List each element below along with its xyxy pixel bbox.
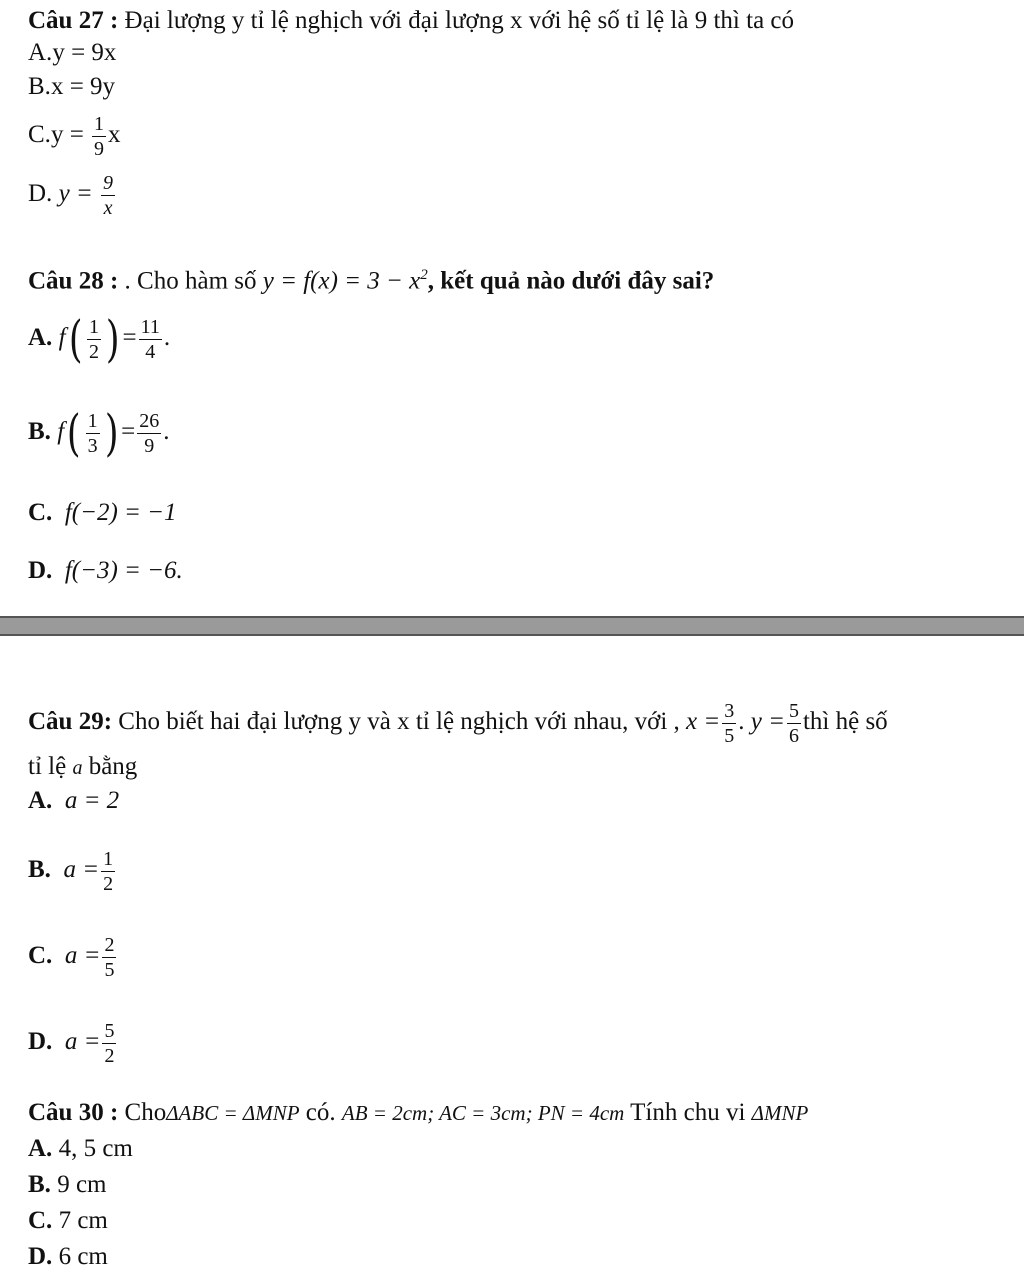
question-30-option-c[interactable] xyxy=(28,1206,108,1236)
question-27-text: Đại lượng y tỉ lệ nghịch với đại lượng x với hệ số tỉ lệ là 9 thì ta có xyxy=(124,7,795,34)
option-label: A. xyxy=(28,39,53,66)
option-text: y = 9x xyxy=(52,39,117,66)
option-text: a = 2 xyxy=(64,787,120,814)
option-text: y = xyxy=(50,121,84,148)
fraction xyxy=(787,701,801,747)
option-text: a = xyxy=(64,1028,101,1055)
option-label: D. xyxy=(28,180,53,207)
fraction xyxy=(87,317,101,363)
question-30-option-b[interactable] xyxy=(28,1170,106,1200)
question-28-option-b[interactable]: B. f( $\frac{1}{3}$ ) = $\frac{26}{9}$ . xyxy=(28,404,170,463)
fraction xyxy=(101,849,115,895)
question-28-option-d[interactable] xyxy=(28,556,183,586)
option-text: f(−3) = −6. xyxy=(64,557,183,584)
option-label: B. xyxy=(28,1171,51,1198)
option-label: D. xyxy=(28,557,53,584)
page-separator xyxy=(0,616,1024,636)
question-27-option-d[interactable] xyxy=(28,166,117,222)
numerator: 3 xyxy=(724,699,735,722)
question-29-text: bằng xyxy=(88,753,138,780)
question-27-label: Câu 27 : xyxy=(28,7,119,34)
question-30-text: có. xyxy=(305,1099,336,1126)
question-27-option-c[interactable] xyxy=(28,110,121,160)
numerator: 1 xyxy=(94,112,105,135)
option-text: x = 9y xyxy=(50,73,116,100)
fraction xyxy=(102,1021,116,1067)
denominator: 5 xyxy=(104,959,115,982)
target-triangle: ΔMNP xyxy=(751,1101,809,1125)
option-label: C. xyxy=(28,942,53,969)
denominator: 9 xyxy=(94,138,105,161)
fraction xyxy=(722,701,736,747)
numerator: 5 xyxy=(788,699,799,722)
numerator: 1 xyxy=(87,409,98,432)
fraction xyxy=(139,317,162,363)
y-value-label: y = xyxy=(750,708,785,735)
question-27-stem xyxy=(28,6,794,36)
numerator: 1 xyxy=(103,847,114,870)
denominator: 2 xyxy=(103,873,114,896)
option-label: B. xyxy=(28,856,51,883)
numerator: 5 xyxy=(104,1019,115,1042)
question-29-stem: Câu 29: Cho biết hai đại lượng y và x tỉ lệ nghịch với nhau, với , x = $\frac{3}{5}$ . y = $\frac{5}{6}$ thì hệ số xyxy=(28,699,888,748)
question-29-text: Cho biết hai đại lượng y và x tỉ lệ nghịch với nhau, với , xyxy=(118,708,680,735)
denominator: x xyxy=(103,197,113,220)
denominator: 3 xyxy=(87,435,98,458)
question-29-option-b[interactable] xyxy=(28,840,117,900)
question-28-label: Câu 28 : xyxy=(28,267,119,295)
numerator: 11 xyxy=(140,315,160,338)
question-28-option-a[interactable]: A. f( $\frac{1}{2}$ ) = $\frac{11}{4}$ . xyxy=(28,310,171,369)
variable: a xyxy=(72,757,83,779)
option-text: x xyxy=(108,121,121,148)
question-29-stem-line2 xyxy=(28,752,137,783)
fraction xyxy=(102,935,116,981)
option-text: a = xyxy=(63,856,100,883)
option-label: A. xyxy=(28,1135,53,1162)
option-text: 9 cm xyxy=(57,1171,107,1198)
question-29-text: tỉ lệ xyxy=(28,753,67,780)
option-label: A. xyxy=(28,324,53,351)
question-29-text-end: thì hệ số xyxy=(802,708,888,735)
option-label: D. xyxy=(28,1243,53,1270)
congruence-formula: ΔABC = ΔMNP xyxy=(166,1101,300,1125)
question-28-option-c[interactable] xyxy=(28,498,177,528)
question-30-text: Cho xyxy=(124,1099,167,1126)
question-28-text-end: , kết quả nào dưới đây sai? xyxy=(427,267,715,295)
question-29-label: Câu 29: xyxy=(28,708,113,735)
option-text: a = xyxy=(64,942,101,969)
fraction xyxy=(101,173,115,219)
option-label: C. xyxy=(28,121,51,148)
denominator: 4 xyxy=(145,341,156,364)
question-28-text: . Cho hàm số xyxy=(124,267,257,295)
numerator: 9 xyxy=(103,171,114,194)
question-28-stem xyxy=(28,260,714,296)
question-29-option-c[interactable] xyxy=(28,926,118,986)
question-29-option-d[interactable] xyxy=(28,1012,118,1072)
fraction xyxy=(86,411,100,457)
option-text: 7 cm xyxy=(58,1207,108,1234)
option-text: f(−2) = −1 xyxy=(64,499,177,526)
x-value-label: x = xyxy=(686,708,721,735)
option-label: C. xyxy=(28,1207,53,1234)
option-label: C. xyxy=(28,499,53,526)
fraction xyxy=(137,411,161,457)
question-27-option-a[interactable] xyxy=(28,38,116,68)
option-label: A. xyxy=(28,787,53,814)
option-text: y = xyxy=(58,180,93,207)
function-formula: y = f(x) = 3 − x xyxy=(262,267,421,295)
question-30-label: Câu 30 : xyxy=(28,1099,119,1126)
denominator: 2 xyxy=(89,341,100,364)
question-29-option-a[interactable] xyxy=(28,786,119,816)
question-30-text: Tính chu vi xyxy=(630,1099,746,1126)
fraction xyxy=(92,114,106,160)
question-30-option-d[interactable] xyxy=(28,1242,108,1272)
lengths-formula: AB = 2cm; AC = 3cm; PN = 4cm xyxy=(341,1101,625,1125)
question-30-option-a[interactable] xyxy=(28,1134,133,1164)
option-text: 4, 5 cm xyxy=(58,1135,133,1162)
option-label: D. xyxy=(28,1028,53,1055)
numerator: 2 xyxy=(104,933,115,956)
denominator: 2 xyxy=(104,1045,115,1068)
option-label: B. xyxy=(28,73,51,100)
numerator: 26 xyxy=(139,409,160,432)
question-27-option-b[interactable] xyxy=(28,72,115,102)
option-text: 6 cm xyxy=(58,1243,108,1270)
denominator: 5 xyxy=(724,725,735,748)
denominator: 9 xyxy=(144,435,155,458)
question-30-stem xyxy=(28,1098,808,1128)
option-label: B. xyxy=(28,418,51,445)
denominator: 6 xyxy=(788,725,799,748)
exponent: 2 xyxy=(420,267,428,283)
numerator: 1 xyxy=(89,315,100,338)
